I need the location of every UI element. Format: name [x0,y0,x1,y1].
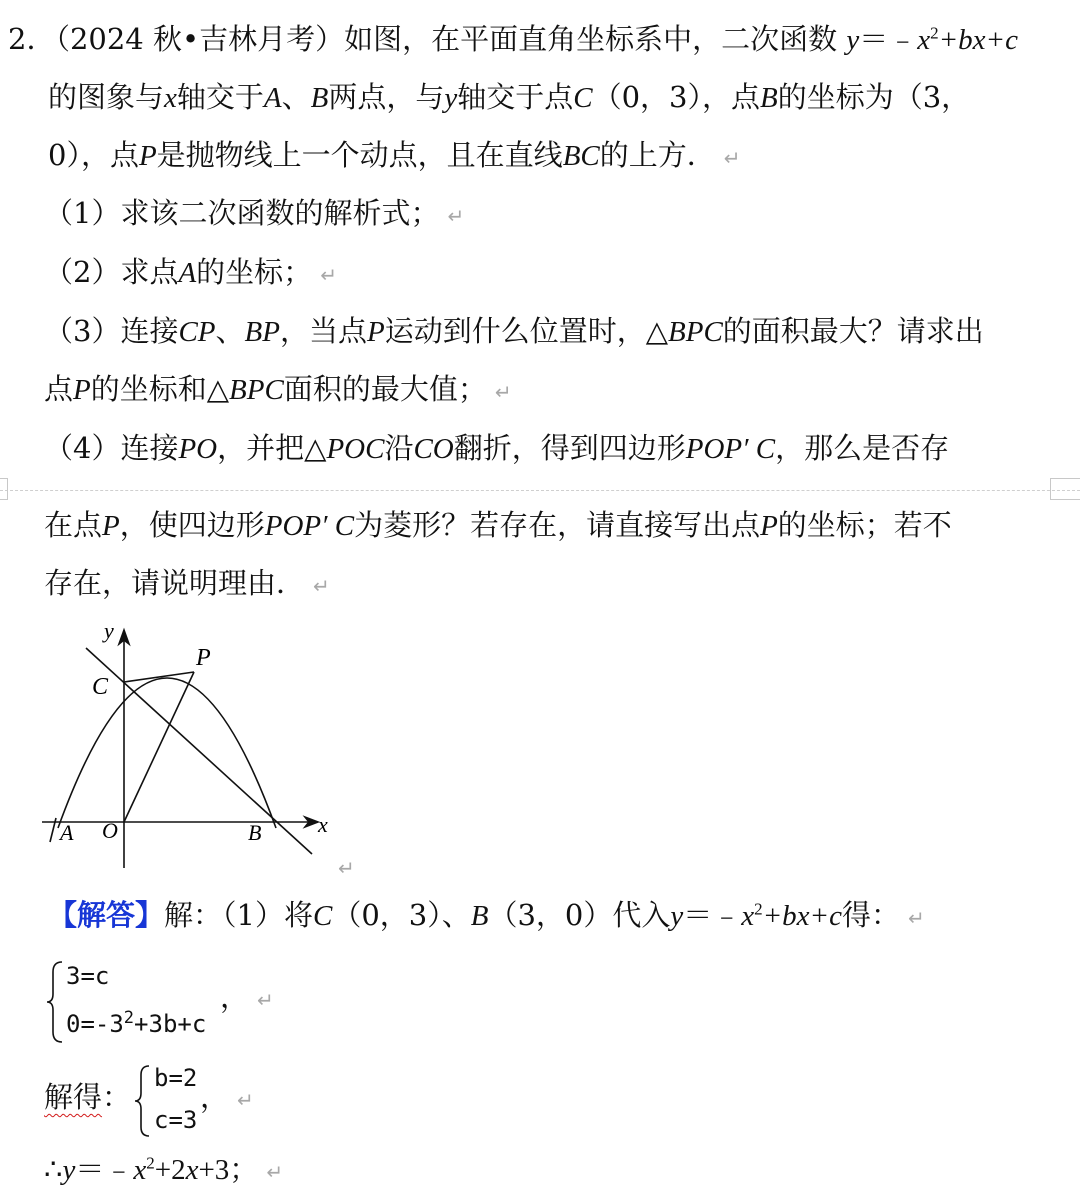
question-4 [44,431,949,466]
problem-line-2 [48,80,970,115]
text: 的坐标；若不 [777,508,952,542]
math-var: P [366,316,385,348]
return-mark: ↵ [320,263,337,287]
answer-line-1 [48,898,925,935]
math-var: P [73,374,91,406]
math-var: B [310,82,329,114]
segment-cp [124,672,194,682]
problem-line-3 [48,138,741,175]
text: 0=-3 [66,1010,124,1038]
math-expr: +bx+c [762,900,842,932]
math-var: POP′ C [685,433,776,465]
text: 轴交于 [176,80,264,114]
text: 为菱形？若存在，请直接写出点 [354,508,761,542]
text: 的坐标； [196,255,313,289]
brace-icon [132,1062,152,1140]
return-mark: ↵ [723,146,741,170]
text: 是抛物线上一个动点，且在直线 [156,138,563,172]
return-mark: ↵ [313,574,330,598]
return-mark: ↵ [257,988,274,1012]
text: 解得 [44,1080,103,1114]
text: 存在，请说明理由． [44,566,306,600]
text: 、 [215,314,245,348]
sys1-comma [220,980,274,1017]
math-var: P [138,140,157,172]
page-break [0,476,1080,506]
math-var: B [760,82,778,114]
text: 得： [842,898,901,932]
question-2 [44,255,337,292]
label-x: x [318,812,328,837]
text: 沿 [384,431,414,465]
math-op: ＝﹣ [75,1152,134,1186]
math-var: POP′ C [264,510,355,542]
sys2-comma [200,1080,254,1117]
parabola-curve [58,678,276,828]
text: 运动到什么位置时，△ [384,314,669,348]
text: ，并把△ [217,431,327,465]
text: （3，0）代入 [488,898,671,932]
text: 解：（1）将 [164,898,313,932]
label-b: B [248,820,262,845]
text: 在点 [44,508,103,542]
question-1 [44,196,464,233]
math-var: POC [326,433,385,465]
math-var: x [133,1154,147,1186]
math-var: P [760,510,778,542]
brace-icon [44,958,66,1046]
return-mark: ↵ [447,204,465,228]
page-break-rule [0,490,1080,491]
text: ， [220,980,250,1014]
solve-row [44,1060,304,1140]
text: （0，3）、 [332,898,471,932]
math-expr: +3； [198,1154,259,1186]
page-corner-right [1050,478,1080,500]
text: +3b+c [134,1010,207,1038]
question-3-cont [44,372,512,409]
math-var: BC [562,140,600,172]
text: ，使四边形 [119,508,265,542]
math-var: y [846,24,860,56]
text: （2）求点 [44,255,179,289]
math-var: BPC [668,316,723,348]
text: 两点，与 [328,80,445,114]
text: ，当点 [279,314,367,348]
label-a: A [60,820,74,845]
therefore-symbol: ∴ [44,1152,63,1186]
text: 的面积最大？请求出 [722,314,984,348]
math-op: ＝﹣ [683,898,742,932]
answer-tag: 【解答】 [48,898,165,932]
question-3 [44,314,984,349]
math-sup: 2 [754,899,763,919]
text: ， [200,1080,230,1114]
text: （3）连接 [44,314,179,348]
text: 点 [44,372,74,406]
text: 如图，在平面直角坐标系中，二次函数 [344,22,838,56]
math-var: BPC [229,374,284,406]
text: ，那么是否存 [775,431,950,465]
math-var: y [62,1154,76,1186]
return-mark: ↵ [266,1160,284,1184]
problem-source: （2024 秋•吉林月考） [55,22,345,56]
math-expr: +bx+c [938,24,1018,56]
return-mark: ↵ [494,380,512,404]
math-var: x [741,900,755,932]
sys2-row-1: b=2 [154,1064,198,1092]
problem-line-1 [8,22,1018,57]
math-var: C [573,82,593,114]
return-mark: ↵ [237,1088,254,1112]
sys1-row-2 [66,1010,206,1038]
problem-number: 2． [8,22,56,56]
math-var: x [917,24,931,56]
math-var: BP [244,316,280,348]
text: 的上方． [599,138,716,172]
math-var: CO [413,433,454,465]
text: （0，3），点 [592,80,761,114]
math-var: PO [178,433,218,465]
text: 、 [281,80,311,114]
label-o: O [102,818,118,843]
text: 翻折，得到四边形 [453,431,686,465]
page-corner-left [0,478,8,500]
math-sup: 2 [930,23,939,43]
solve-label [44,1080,131,1114]
math-op: ＝﹣ [859,22,918,56]
question-4-cont [44,508,952,543]
math-var: x [164,82,177,114]
return-mark: ↵ [338,856,355,880]
question-4-end [44,566,330,603]
figure-return [330,848,355,885]
math-var: y [444,82,458,114]
line-bc [86,648,312,854]
label-y: y [104,618,114,643]
text: 的坐标为（3， [777,80,971,114]
segment-op [124,672,194,822]
return-mark: ↵ [908,906,925,930]
math-var: x [185,1154,199,1186]
text: 0），点 [48,138,139,172]
math-var: A [263,82,282,114]
sys1-row-1: 3=c [66,962,110,990]
math-var: C [312,900,333,932]
text: 的图象与 [48,80,165,114]
sys2-row-2: c=3 [154,1106,198,1134]
math-expr: +2 [154,1154,186,1186]
math-sup: 2 [123,1008,135,1028]
final-equation [44,1152,283,1189]
math-sup: 2 [146,1153,155,1173]
math-var: B [470,900,489,932]
parabola-figure [0,610,380,880]
label-c: C [92,674,109,700]
math-var: P [102,510,120,542]
math-var: CP [178,316,216,348]
text: （1）求该二次函数的解析式； [44,196,440,230]
text: ： [102,1080,132,1114]
text: 面积的最大值； [283,372,487,406]
math-var: A [178,257,197,289]
equation-system-1 [44,958,284,1046]
text: 的坐标和△ [90,372,230,406]
text: （4）连接 [44,431,179,465]
text: 轴交于点 [457,80,574,114]
label-p: P [196,645,211,671]
math-var: y [670,900,684,932]
